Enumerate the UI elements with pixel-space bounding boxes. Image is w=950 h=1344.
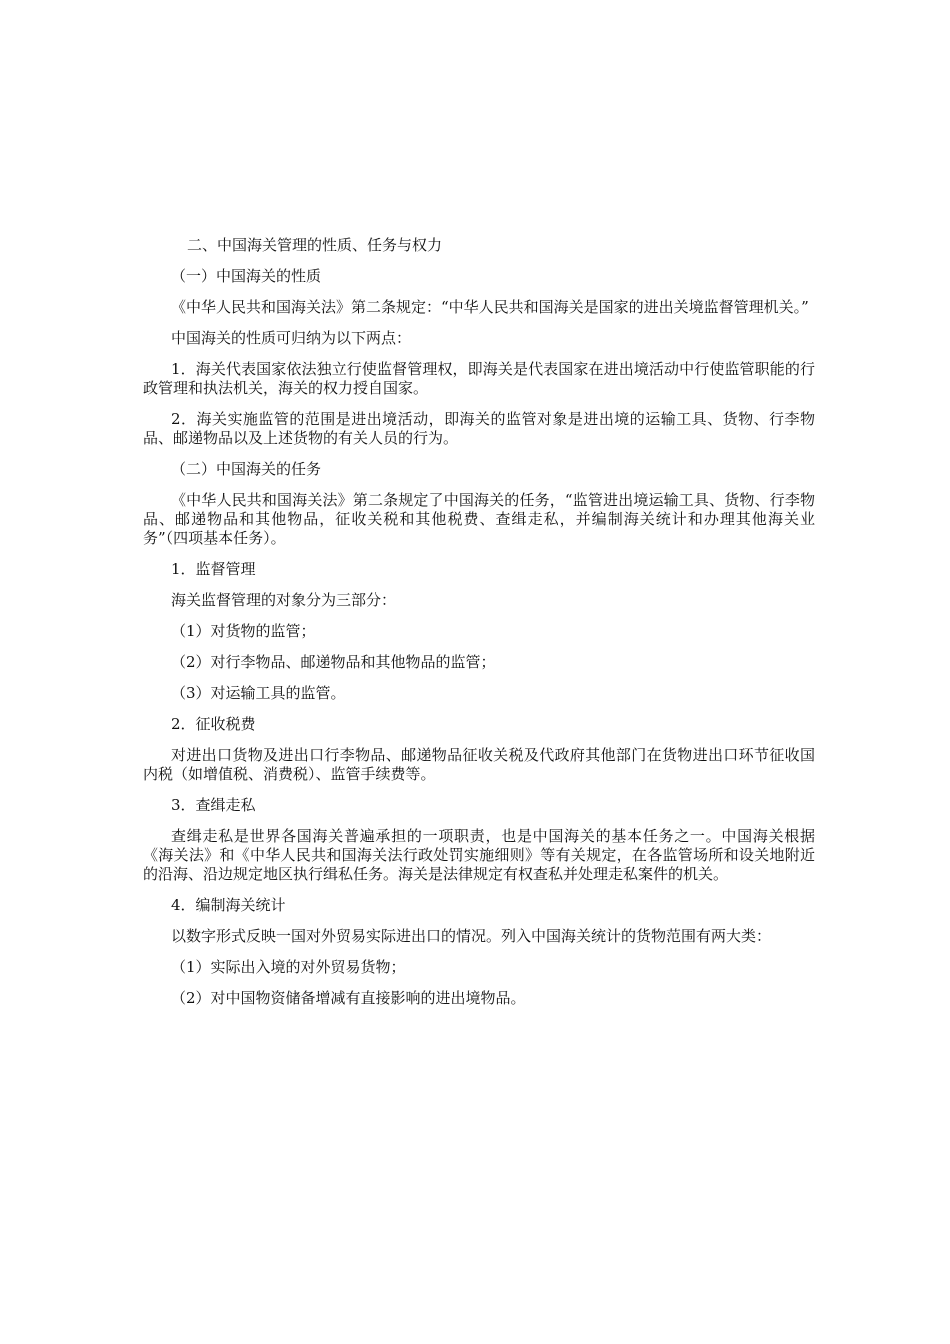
section-heading: 二、中国海关管理的性质、任务与权力	[187, 236, 443, 254]
list-item: （1）对货物的监管；	[171, 622, 316, 640]
document-body	[143, 236, 815, 1020]
subsection-heading: （一）中国海关的性质	[171, 267, 322, 285]
paragraph: 查缉走私是世界各国海关普遍承担的一项职责，也是中国海关的基本任务之一。中国海关根据《海关法》和《中华人民共和国海关法行政处罚实施细则》等有关规定，在各监管场所和设关地附近的沿海、沿边规定地区执行缉私任务。海关是法律规定有权查私并处理走私案件的机关。	[143, 827, 815, 883]
list-item: （3）对运输工具的监管。	[171, 684, 346, 702]
item-heading: 4．编制海关统计	[171, 896, 286, 914]
list-item: （2）对行李物品、邮递物品和其他物品的监管；	[171, 653, 496, 671]
paragraph: 《中华人民共和国海关法》第二条规定了中国海关的任务，“监管进出境运输工具、货物、行李物品、邮递物品和其他物品，征收关税和其他税费、查缉走私，并编制海关统计和办理其他海关业务”（四项基本任务）。	[143, 491, 815, 547]
paragraph: 以数字形式反映一国对外贸易实际进出口的情况。列入中国海关统计的货物范围有两大类：	[171, 927, 772, 945]
paragraph: 海关监督管理的对象分为三部分：	[171, 591, 397, 609]
subsection-heading: （二）中国海关的任务	[171, 460, 322, 478]
paragraph: 对进出口货物及进出口行李物品、邮递物品征收关税及代政府其他部门在货物进出口环节征收国内税（如增值税、消费税）、监管手续费等。	[143, 746, 815, 783]
list-item: （1）实际出入境的对外贸易货物；	[171, 958, 406, 976]
item-heading: 2．征收税费	[171, 715, 256, 733]
list-item: （2）对中国物资储备增减有直接影响的进出境物品。	[171, 989, 526, 1007]
paragraph: 《中华人民共和国海关法》第二条规定：“中华人民共和国海关是国家的进出关境监督管理机关。”	[171, 298, 809, 316]
item-heading: 3．查缉走私	[171, 796, 256, 814]
item-heading: 1．监督管理	[171, 560, 256, 578]
paragraph: 中国海关的性质可归纳为以下两点：	[171, 329, 412, 347]
list-item: 2．海关实施监管的范围是进出境活动，即海关的监管对象是进出境的运输工具、货物、行李物品、邮递物品以及上述货物的有关人员的行为。	[143, 410, 815, 447]
list-item: 1．海关代表国家依法独立行使监督管理权，即海关是代表国家在进出境活动中行使监管职能的行政管理和执法机关，海关的权力授自国家。	[143, 360, 815, 397]
